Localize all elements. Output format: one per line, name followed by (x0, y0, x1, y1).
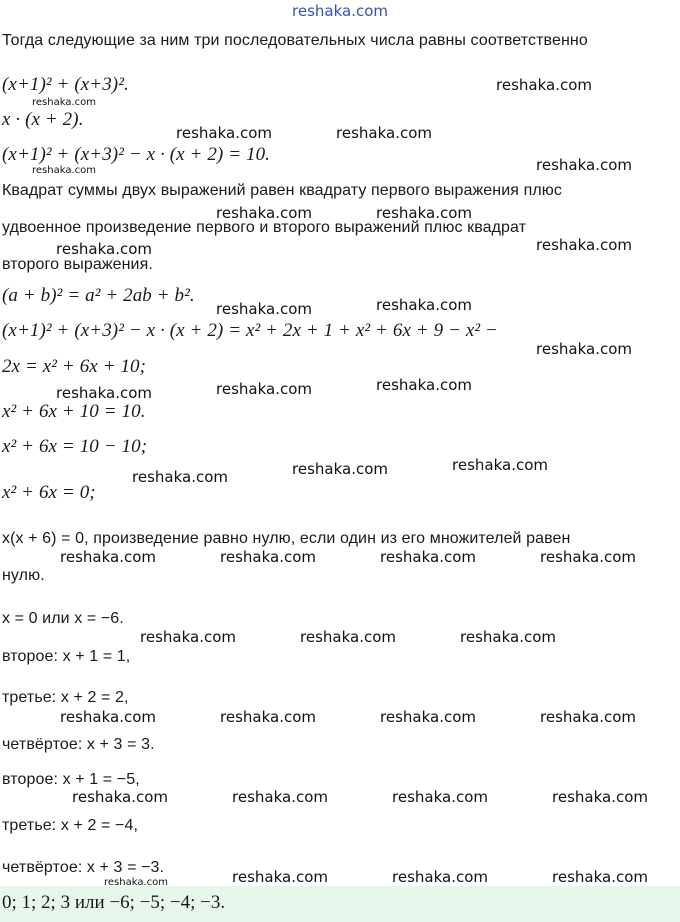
expansion-line-1: (x+1)² + (x+3)² − x · (x + 2) = x² + 2x + 1 + x² + 6x + 9 − x² − (2, 320, 498, 341)
rule-text-line-1: Квадрат суммы двух выражений равен квадрату первого выражения плюс (2, 182, 562, 199)
equation: (x+1)² + (x+3)² − x · (x + 2) = 10. (2, 144, 271, 165)
square-formula: (a + b)² = a² + 2ab + b². (2, 285, 195, 306)
watermark: reshaka.com (452, 456, 548, 474)
watermark: reshaka.com (216, 204, 312, 222)
watermark: reshaka.com (220, 708, 316, 726)
watermark: reshaka.com (552, 868, 648, 886)
factor-text-line-1: x(x + 6) = 0, произведение равно нулю, если один из его множителей равен (2, 530, 571, 547)
watermark: reshaka.com (552, 788, 648, 806)
watermark: reshaka.com (60, 708, 156, 726)
case1-second: второе: x + 1 = 1, (2, 648, 131, 665)
watermark: reshaka.com (392, 788, 488, 806)
sum-squares-expression: (x+1)² + (x+3)². (2, 74, 129, 95)
intro-text: Тогда следующие за ним три последовательных числа равны соответственно (2, 32, 588, 49)
watermark: reshaka.com (216, 380, 312, 398)
product-expression: x · (x + 2). (2, 109, 84, 130)
watermark: reshaka.com (220, 548, 316, 566)
watermark: reshaka.com (32, 165, 96, 176)
watermark: reshaka.com (380, 708, 476, 726)
watermark: reshaka.com (540, 548, 636, 566)
watermark: reshaka.com (460, 628, 556, 646)
watermark: reshaka.com (536, 156, 632, 174)
watermark: reshaka.com (104, 877, 168, 888)
watermark: reshaka.com (60, 548, 156, 566)
watermark: reshaka.com (376, 296, 472, 314)
rule-text-line-3: второго выражения. (2, 256, 153, 273)
rule-text-line-2: удвоенное произведение первого и второго выражений плюс квадрат (2, 219, 527, 236)
watermark: reshaka.com (72, 788, 168, 806)
watermark: reshaka.com (292, 460, 388, 478)
watermark: reshaka.com (232, 788, 328, 806)
watermark: reshaka.com (376, 376, 472, 394)
watermark: reshaka.com (176, 124, 272, 142)
watermark: reshaka.com (380, 548, 476, 566)
watermark: reshaka.com (132, 468, 228, 486)
case1-third: третье: x + 2 = 2, (2, 689, 129, 706)
case2-second: второе: x + 1 = −5, (2, 771, 140, 788)
case2-fourth: четвёртое: x + 3 = −3. (2, 859, 165, 876)
watermark: reshaka.com (300, 628, 396, 646)
watermark: reshaka.com (496, 76, 592, 94)
watermark: reshaka.com (536, 236, 632, 254)
watermark: reshaka.com (216, 300, 312, 318)
watermark: reshaka.com (392, 868, 488, 886)
factor-text-line-2: нулю. (2, 567, 45, 584)
watermark: reshaka.com (56, 384, 152, 402)
watermark: reshaka.com (376, 204, 472, 222)
watermark: reshaka.com (32, 97, 96, 108)
step-2: x² + 6x = 10 − 10; (2, 436, 148, 457)
answer-text: 0; 1; 2; 3 или −6; −5; −4; −3. (2, 892, 226, 913)
watermark: reshaka.com (336, 124, 432, 142)
answer-box (0, 886, 680, 922)
watermark: reshaka.com (536, 340, 632, 358)
watermark: reshaka.com (56, 240, 152, 258)
case2-third: третье: x + 2 = −4, (2, 817, 139, 834)
roots: x = 0 или x = −6. (2, 610, 124, 627)
step-3: x² + 6x = 0; (2, 482, 96, 503)
watermark: reshaka.com (232, 868, 328, 886)
watermark: reshaka.com (140, 628, 236, 646)
case1-fourth: четвёртое: x + 3 = 3. (2, 736, 155, 753)
site-header[interactable]: reshaka.com (292, 2, 388, 20)
watermark: reshaka.com (540, 708, 636, 726)
expansion-line-2: 2x = x² + 6x + 10; (2, 356, 147, 377)
step-1: x² + 6x + 10 = 10. (2, 401, 146, 422)
